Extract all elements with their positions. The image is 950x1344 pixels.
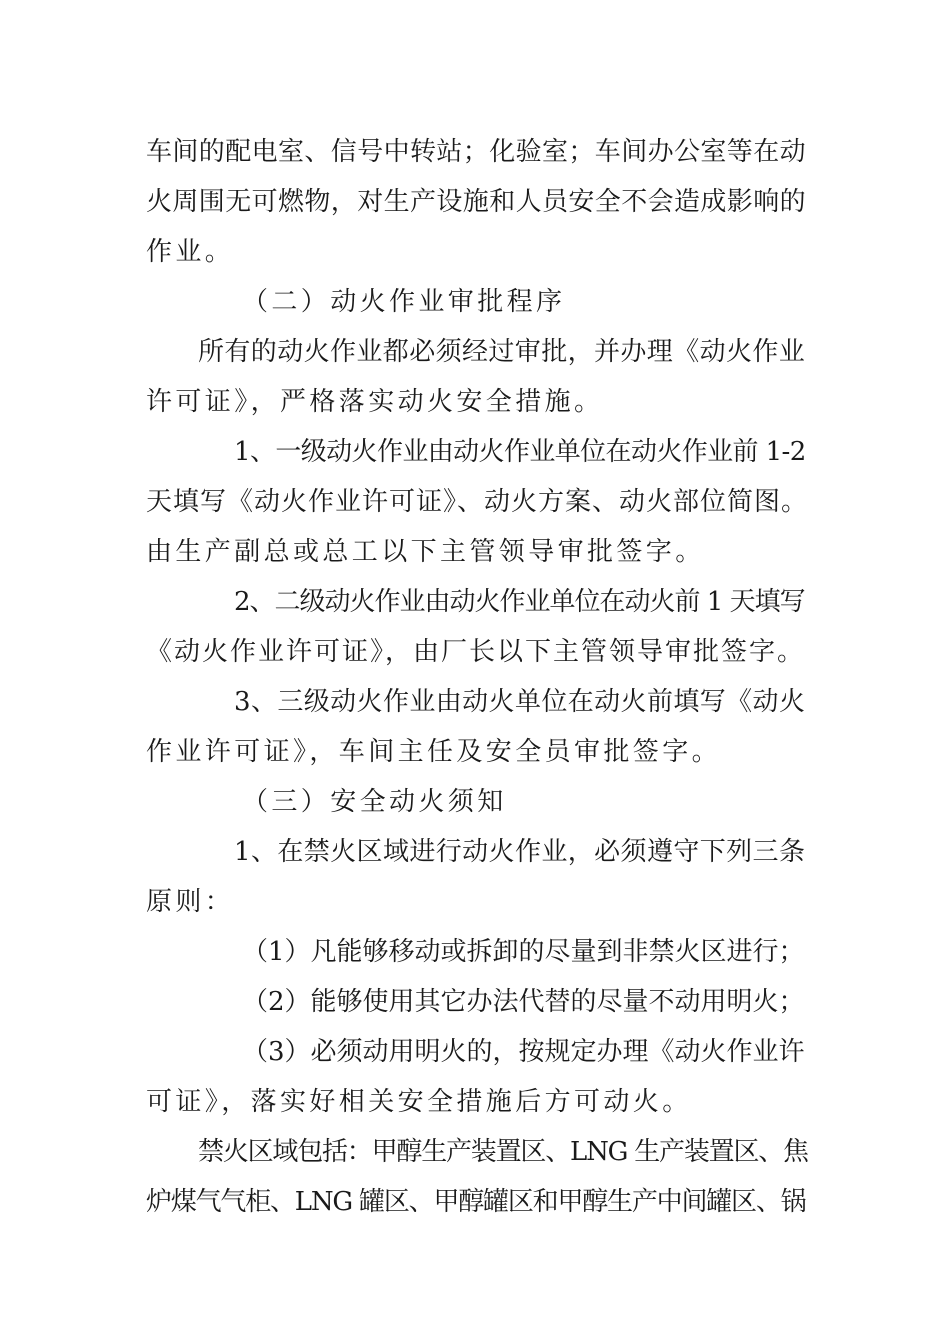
document-body	[146, 127, 808, 1227]
text-line: 禁火区域包括：甲醇生产装置区、LNG 生产装置区、焦	[198, 1137, 808, 1167]
text-line: 原则：	[146, 887, 235, 917]
text-line: 由生产副总或总工以下主管领导审批签字。	[146, 537, 705, 567]
list-item: （1）凡能够移动或拆卸的尽量到非禁火区进行；	[242, 937, 805, 967]
text-line: 1、一级动火作业由动火作业单位在动火作业前 1-2	[234, 437, 806, 467]
text-line: 3、三级动火作业由动火单位在动火前填写《动火	[234, 687, 806, 717]
list-item: （3）必须动用明火的，按规定办理《动火作业许	[242, 1037, 805, 1067]
text-line: 天填写《动火作业许可证》、动火方案、动火部位简图。	[146, 487, 809, 517]
list-item: （2）能够使用其它办法代替的尽量不动用明火；	[242, 987, 805, 1017]
text-line: 可证》，落实好相关安全措施后方可动火。	[146, 1087, 692, 1117]
text-line: 炉煤气气柜、LNG 罐区、甲醇罐区和甲醇生产中间罐区、锅	[146, 1187, 806, 1217]
text-line: 2、二级动火作业由动火作业单位在动火前 1 天填写	[234, 587, 805, 617]
text-line: 作业许可证》，车间主任及安全员审批签字。	[146, 737, 722, 767]
text-line: 《动火作业许可证》，由厂长以下主管领导审批签字。	[146, 637, 806, 667]
text-line: 车间的配电室、信号中转站；化验室；车间办公室等在动	[146, 137, 807, 167]
text-line: 许可证》，严格落实动火安全措施。	[146, 387, 604, 417]
text-line: 1、在禁火区域进行动火作业，必须遵守下列三条	[234, 837, 806, 867]
text-line: 火周围无可燃物，对生产设施和人员安全不会造成影响的	[146, 187, 807, 217]
section-heading-3: （三）安全动火须知	[242, 787, 507, 817]
text-line: 作业。	[146, 237, 235, 267]
text-line: 所有的动火作业都必须经过审批，并办理《动火作业	[198, 337, 806, 367]
section-heading-2: （二）动火作业审批程序	[242, 287, 566, 317]
